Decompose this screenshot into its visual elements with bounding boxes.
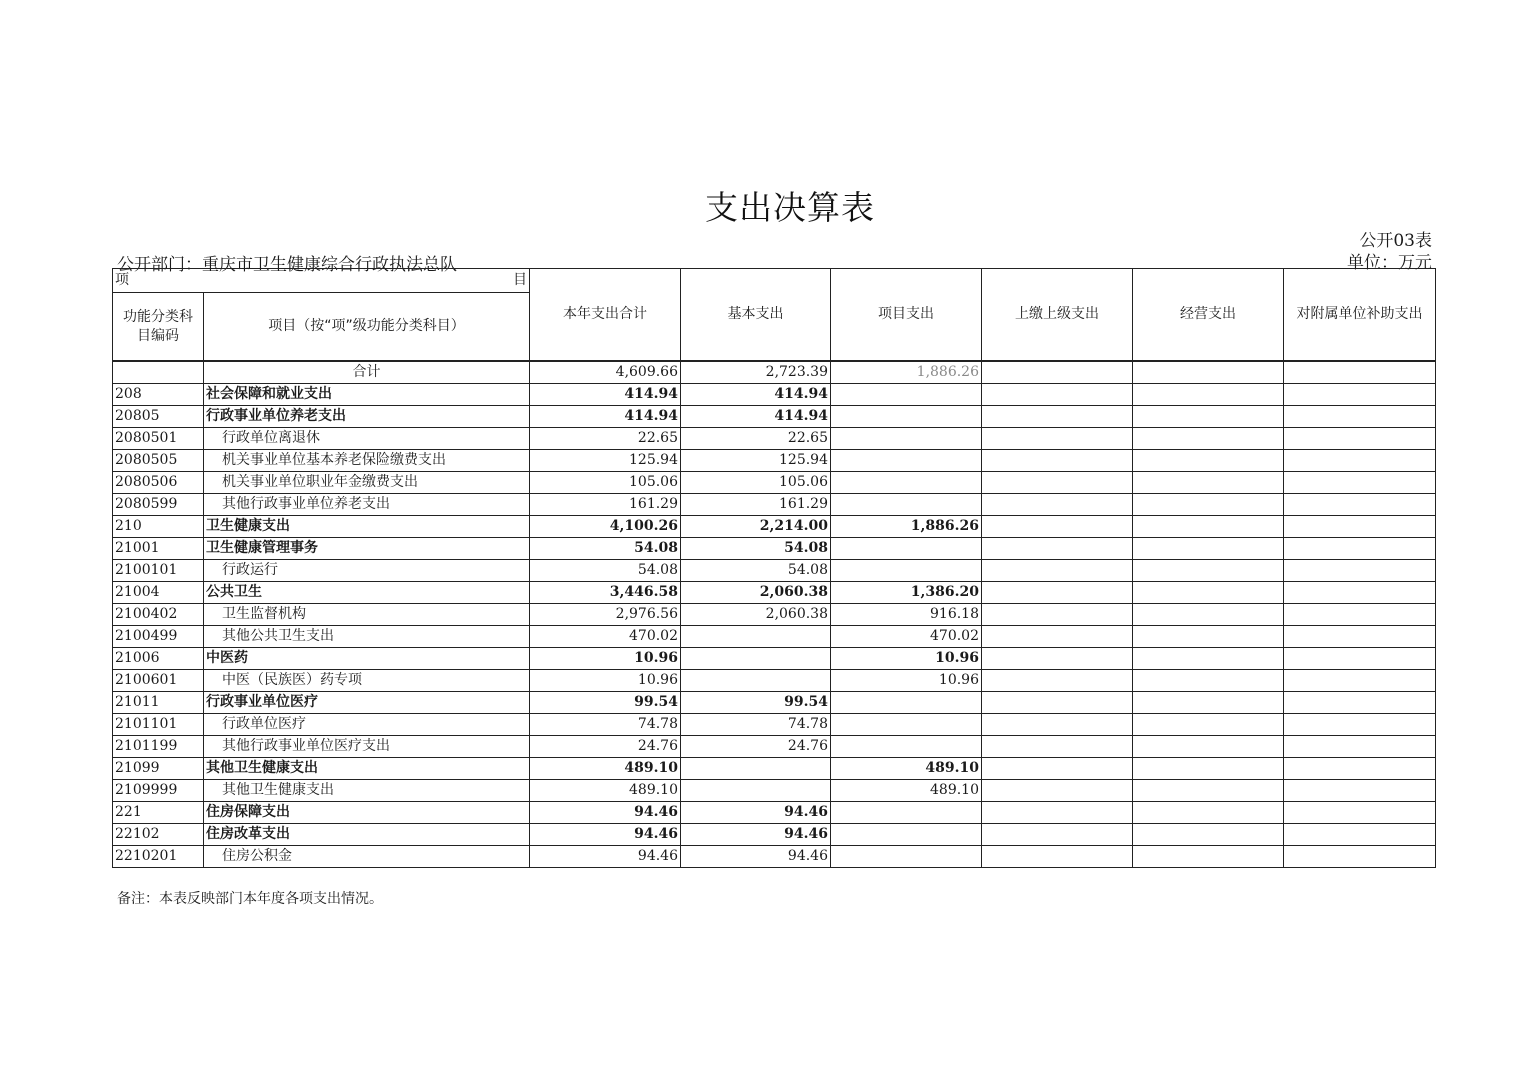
cell-upper	[982, 582, 1133, 604]
cell-business	[1133, 516, 1284, 538]
cell-upper	[982, 604, 1133, 626]
cell-business	[1133, 736, 1284, 758]
cell-total: 10.96	[530, 648, 681, 670]
cell-name: 机关事业单位职业年金缴费支出	[204, 472, 530, 494]
cell-upper	[982, 692, 1133, 714]
cell-basic	[681, 648, 831, 670]
cell-basic: 2,723.39	[681, 361, 831, 384]
cell-subsidy	[1284, 824, 1436, 846]
cell-code: 2100499	[113, 626, 204, 648]
cell-name: 社会保障和就业支出	[204, 384, 530, 406]
cell-subsidy	[1284, 384, 1436, 406]
cell-basic: 54.08	[681, 560, 831, 582]
cell-name: 行政单位离退休	[204, 428, 530, 450]
cell-name: 机关事业单位基本养老保险缴费支出	[204, 450, 530, 472]
cell-upper	[982, 648, 1133, 670]
cell-total: 161.29	[530, 494, 681, 516]
cell-business	[1133, 626, 1284, 648]
cell-basic: 94.46	[681, 846, 831, 868]
unit-label: 单位：万元	[1347, 253, 1432, 273]
cell-business	[1133, 582, 1284, 604]
cell-subsidy	[1284, 648, 1436, 670]
cell-project	[831, 846, 982, 868]
cell-name: 卫生监督机构	[204, 604, 530, 626]
cell-subsidy	[1284, 780, 1436, 802]
cell-basic: 414.94	[681, 406, 831, 428]
cell-upper	[982, 516, 1133, 538]
cell-upper	[982, 406, 1133, 428]
col-header-code: 功能分类科目编码	[113, 293, 204, 362]
table-row	[113, 450, 1436, 472]
cell-project: 10.96	[831, 670, 982, 692]
cell-business	[1133, 846, 1284, 868]
cell-code: 221	[113, 802, 204, 824]
cell-basic: 22.65	[681, 428, 831, 450]
cell-basic: 94.46	[681, 824, 831, 846]
cell-upper	[982, 428, 1133, 450]
cell-business	[1133, 670, 1284, 692]
cell-subsidy	[1284, 802, 1436, 824]
cell-project	[831, 714, 982, 736]
cell-total: 470.02	[530, 626, 681, 648]
cell-basic	[681, 670, 831, 692]
cell-code: 2101101	[113, 714, 204, 736]
cell-name: 合计	[204, 361, 530, 384]
cell-project: 1,886.26	[831, 361, 982, 384]
cell-code: 208	[113, 384, 204, 406]
cell-upper	[982, 714, 1133, 736]
table-row	[113, 560, 1436, 582]
cell-project: 916.18	[831, 604, 982, 626]
cell-code: 21001	[113, 538, 204, 560]
cell-name: 行政事业单位医疗	[204, 692, 530, 714]
cell-total: 125.94	[530, 450, 681, 472]
cell-total: 4,100.26	[530, 516, 681, 538]
cell-code: 2210201	[113, 846, 204, 868]
cell-total: 24.76	[530, 736, 681, 758]
table-row	[113, 736, 1436, 758]
cell-subsidy	[1284, 450, 1436, 472]
cell-code: 2080506	[113, 472, 204, 494]
cell-business	[1133, 361, 1284, 384]
cell-upper	[982, 780, 1133, 802]
cell-project: 1,386.20	[831, 582, 982, 604]
cell-business	[1133, 450, 1284, 472]
cell-upper	[982, 626, 1133, 648]
group-header-right: 目	[513, 272, 527, 288]
form-number: 公开03表	[1359, 231, 1432, 251]
cell-code: 2100101	[113, 560, 204, 582]
cell-name: 住房公积金	[204, 846, 530, 868]
cell-name: 住房改革支出	[204, 824, 530, 846]
cell-code: 21099	[113, 758, 204, 780]
cell-code: 2080599	[113, 494, 204, 516]
cell-business	[1133, 472, 1284, 494]
total-row	[113, 361, 1436, 384]
cell-code: 20805	[113, 406, 204, 428]
cell-name: 中医（民族医）药专项	[204, 670, 530, 692]
table-row	[113, 384, 1436, 406]
cell-upper	[982, 670, 1133, 692]
cell-total: 105.06	[530, 472, 681, 494]
table-row	[113, 582, 1436, 604]
table-body	[113, 361, 1436, 868]
cell-total: 99.54	[530, 692, 681, 714]
cell-project	[831, 494, 982, 516]
cell-code: 210	[113, 516, 204, 538]
cell-project	[831, 428, 982, 450]
cell-code	[113, 361, 204, 384]
cell-total: 94.46	[530, 824, 681, 846]
cell-total: 3,446.58	[530, 582, 681, 604]
col-header-upper: 上缴上级支出	[982, 269, 1133, 362]
col-header-business: 经营支出	[1133, 269, 1284, 362]
cell-total: 22.65	[530, 428, 681, 450]
cell-basic: 99.54	[681, 692, 831, 714]
cell-project	[831, 406, 982, 428]
cell-total: 4,609.66	[530, 361, 681, 384]
cell-project: 489.10	[831, 758, 982, 780]
cell-basic	[681, 626, 831, 648]
cell-total: 414.94	[530, 384, 681, 406]
cell-project	[831, 538, 982, 560]
cell-total: 489.10	[530, 780, 681, 802]
cell-business	[1133, 406, 1284, 428]
table-row	[113, 538, 1436, 560]
cell-project: 1,886.26	[831, 516, 982, 538]
table-group-header-row	[113, 269, 1436, 293]
cell-business	[1133, 384, 1284, 406]
col-header-subsidy: 对附属单位补助支出	[1284, 269, 1436, 362]
footer-note: 备注：本表反映部门本年度各项支出情况。	[117, 891, 383, 907]
cell-total: 2,976.56	[530, 604, 681, 626]
col-header-name: 项目（按“项”级功能分类科目）	[204, 293, 530, 362]
cell-name: 中医药	[204, 648, 530, 670]
cell-upper	[982, 758, 1133, 780]
cell-subsidy	[1284, 582, 1436, 604]
table-row	[113, 714, 1436, 736]
table-row	[113, 780, 1436, 802]
cell-subsidy	[1284, 736, 1436, 758]
cell-subsidy	[1284, 626, 1436, 648]
cell-code: 21006	[113, 648, 204, 670]
table-row	[113, 406, 1436, 428]
cell-upper	[982, 472, 1133, 494]
cell-upper	[982, 450, 1133, 472]
cell-project: 10.96	[831, 648, 982, 670]
cell-subsidy	[1284, 361, 1436, 384]
cell-upper	[982, 846, 1133, 868]
cell-total: 74.78	[530, 714, 681, 736]
cell-total: 54.08	[530, 560, 681, 582]
cell-project: 470.02	[831, 626, 982, 648]
cell-upper	[982, 802, 1133, 824]
cell-basic	[681, 758, 831, 780]
cell-name: 其他卫生健康支出	[204, 758, 530, 780]
cell-project	[831, 802, 982, 824]
cell-name: 卫生健康支出	[204, 516, 530, 538]
cell-total: 10.96	[530, 670, 681, 692]
cell-total: 489.10	[530, 758, 681, 780]
cell-total: 414.94	[530, 406, 681, 428]
cell-basic	[681, 780, 831, 802]
cell-business	[1133, 802, 1284, 824]
cell-subsidy	[1284, 560, 1436, 582]
cell-subsidy	[1284, 692, 1436, 714]
group-header-cell	[113, 269, 530, 293]
table-row	[113, 604, 1436, 626]
cell-code: 2100402	[113, 604, 204, 626]
cell-project	[831, 736, 982, 758]
cell-total: 94.46	[530, 846, 681, 868]
cell-basic: 54.08	[681, 538, 831, 560]
cell-project	[831, 560, 982, 582]
table-row	[113, 846, 1436, 868]
cell-code: 21011	[113, 692, 204, 714]
cell-business	[1133, 538, 1284, 560]
cell-code: 2100601	[113, 670, 204, 692]
table-row	[113, 802, 1436, 824]
cell-subsidy	[1284, 516, 1436, 538]
cell-business	[1133, 692, 1284, 714]
cell-name: 公共卫生	[204, 582, 530, 604]
cell-subsidy	[1284, 714, 1436, 736]
cell-project	[831, 450, 982, 472]
cell-subsidy	[1284, 846, 1436, 868]
cell-total: 54.08	[530, 538, 681, 560]
cell-name: 其他行政事业单位养老支出	[204, 494, 530, 516]
cell-basic: 74.78	[681, 714, 831, 736]
cell-name: 其他行政事业单位医疗支出	[204, 736, 530, 758]
cell-subsidy	[1284, 538, 1436, 560]
cell-upper	[982, 736, 1133, 758]
cell-basic: 105.06	[681, 472, 831, 494]
cell-basic: 24.76	[681, 736, 831, 758]
cell-project	[831, 384, 982, 406]
cell-subsidy	[1284, 494, 1436, 516]
department-label: 公开部门：重庆市卫生健康综合行政执法总队	[117, 255, 457, 275]
cell-project: 489.10	[831, 780, 982, 802]
cell-basic: 2,214.00	[681, 516, 831, 538]
cell-name: 行政运行	[204, 560, 530, 582]
expenditure-table	[112, 268, 1436, 868]
cell-business	[1133, 758, 1284, 780]
cell-subsidy	[1284, 604, 1436, 626]
cell-upper	[982, 560, 1133, 582]
cell-business	[1133, 648, 1284, 670]
cell-business	[1133, 824, 1284, 846]
table-row	[113, 428, 1436, 450]
cell-code: 22102	[113, 824, 204, 846]
cell-upper	[982, 361, 1133, 384]
table-row	[113, 472, 1436, 494]
cell-code: 2080505	[113, 450, 204, 472]
cell-subsidy	[1284, 670, 1436, 692]
cell-subsidy	[1284, 428, 1436, 450]
cell-subsidy	[1284, 472, 1436, 494]
cell-basic: 414.94	[681, 384, 831, 406]
cell-basic: 2,060.38	[681, 604, 831, 626]
cell-basic: 94.46	[681, 802, 831, 824]
cell-name: 行政事业单位养老支出	[204, 406, 530, 428]
cell-upper	[982, 538, 1133, 560]
cell-name: 行政单位医疗	[204, 714, 530, 736]
cell-business	[1133, 714, 1284, 736]
cell-basic: 161.29	[681, 494, 831, 516]
cell-name: 其他公共卫生支出	[204, 626, 530, 648]
col-header-basic: 基本支出	[681, 269, 831, 362]
cell-business	[1133, 780, 1284, 802]
cell-total: 94.46	[530, 802, 681, 824]
cell-business	[1133, 494, 1284, 516]
table-row	[113, 670, 1436, 692]
cell-upper	[982, 384, 1133, 406]
cell-subsidy	[1284, 758, 1436, 780]
col-header-project: 项目支出	[831, 269, 982, 362]
cell-code: 2101199	[113, 736, 204, 758]
col-header-total: 本年支出合计	[530, 269, 681, 362]
cell-upper	[982, 824, 1133, 846]
cell-name: 其他卫生健康支出	[204, 780, 530, 802]
table-row	[113, 494, 1436, 516]
table-row	[113, 516, 1436, 538]
cell-project	[831, 824, 982, 846]
cell-basic: 2,060.38	[681, 582, 831, 604]
page-title: 支出决算表	[705, 188, 875, 227]
group-header-left: 项	[115, 272, 129, 288]
table-row	[113, 692, 1436, 714]
table-row	[113, 824, 1436, 846]
cell-name: 住房保障支出	[204, 802, 530, 824]
table-row	[113, 626, 1436, 648]
cell-name: 卫生健康管理事务	[204, 538, 530, 560]
cell-code: 2080501	[113, 428, 204, 450]
cell-code: 2109999	[113, 780, 204, 802]
cell-code: 21004	[113, 582, 204, 604]
cell-project	[831, 692, 982, 714]
cell-upper	[982, 494, 1133, 516]
cell-business	[1133, 560, 1284, 582]
cell-subsidy	[1284, 406, 1436, 428]
table-row	[113, 758, 1436, 780]
cell-business	[1133, 428, 1284, 450]
cell-project	[831, 472, 982, 494]
cell-basic: 125.94	[681, 450, 831, 472]
cell-business	[1133, 604, 1284, 626]
table-row	[113, 648, 1436, 670]
